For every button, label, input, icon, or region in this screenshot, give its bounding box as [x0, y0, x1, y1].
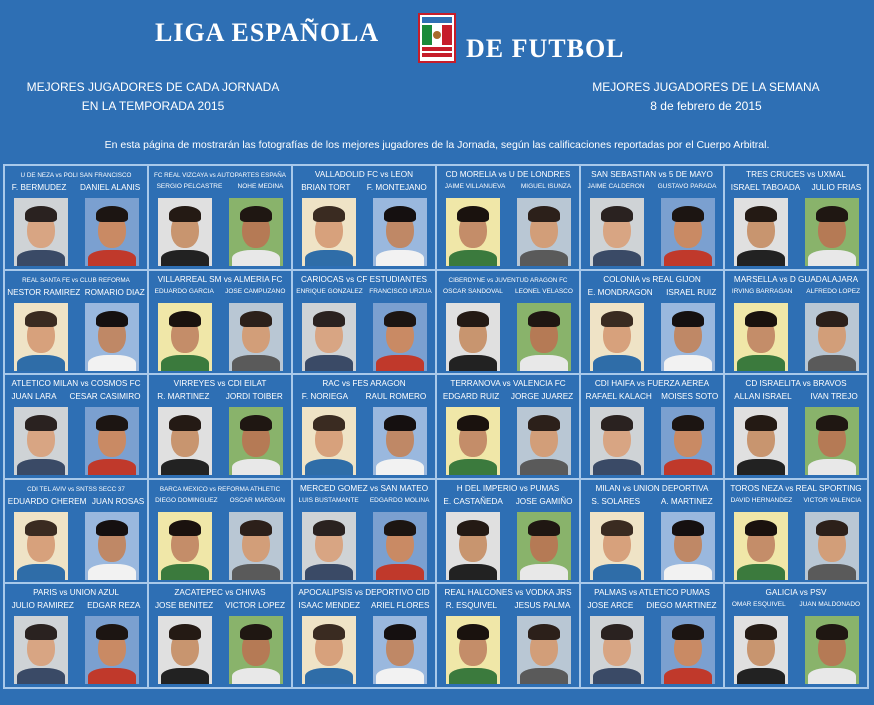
player-photo: [734, 407, 788, 475]
player-name: JULIO RAMIREZ: [11, 601, 74, 611]
player-name: E. MONDRAGON: [587, 287, 653, 297]
player-name: FRANCISCO URZUA: [369, 287, 432, 295]
player-photo: [446, 616, 500, 684]
player-name: JOSE BENITEZ: [154, 601, 214, 611]
player-photo: [373, 407, 427, 475]
player-photo: [590, 198, 644, 266]
player-photo: [661, 512, 715, 580]
match-cell: [724, 479, 868, 584]
player-photo: [85, 303, 139, 371]
match-title: BARCA MEXICO vs REFORMA ATHLETIC: [159, 485, 281, 493]
player-name: MOISES SOTO: [661, 392, 719, 402]
player-name: S. SOLARES: [591, 496, 641, 506]
intro-text: En esta página de mostrarán las fotografías de los mejores jugadores de la Jornada, según las calificaciones reportadas por el Cuerpo Arbitral.: [104, 139, 770, 151]
mexico-shield-icon: [418, 13, 456, 63]
match-cell: [292, 583, 436, 688]
player-photo: [158, 407, 212, 475]
player-name: VICTOR VALENCIA: [803, 496, 862, 504]
player-photo: [85, 616, 139, 684]
match-title: TOROS NEZA vs REAL SPORTING: [730, 483, 862, 493]
player-name: LUIS BUSTAMANTE: [298, 496, 359, 504]
player-photo: [85, 512, 139, 580]
player-name: A. MARTINEZ: [660, 496, 713, 506]
player-name: JORDI TOIBER: [225, 392, 283, 402]
player-name: JAIME VILLANUEVA: [444, 183, 506, 190]
player-name: JUAN ROSAS: [91, 496, 145, 506]
match-title: TERRANOVA vs VALENCIA FC: [450, 379, 566, 389]
weekly-section-heading: MEJORES JUGADORES DE CADA JORNADA: [26, 80, 280, 94]
player-photo: [517, 616, 571, 684]
match-cell: [436, 270, 580, 375]
match-cell: [148, 374, 292, 479]
player-photo: [734, 512, 788, 580]
player-name: OSCAR MARGAIN: [229, 496, 285, 504]
match-cell: [724, 583, 868, 688]
player-name: ISAAC MENDEZ: [298, 601, 360, 611]
match-cell: [4, 165, 148, 270]
player-name: DIEGO DOMINGUEZ: [155, 496, 218, 504]
player-photo: [302, 512, 356, 580]
player-name: EDUARDO GARCIA: [154, 287, 214, 295]
player-name: BRIAN TORT: [301, 183, 351, 192]
player-photo: [14, 512, 68, 580]
week-date: 8 de febrero de 2015: [650, 99, 762, 113]
player-name: DAVID HERNANDEZ: [730, 496, 793, 504]
match-cell: [436, 374, 580, 479]
page-header: [0, 0, 874, 151]
player-photo: [158, 512, 212, 580]
player-photo: [517, 512, 571, 580]
match-cell: [436, 479, 580, 584]
player-name: JESUS PALMA: [514, 601, 571, 611]
player-photo: [229, 616, 283, 684]
match-title: CIBERDYNE vs JUVENTUD ARAGON FC: [448, 276, 568, 284]
player-photo: [805, 198, 859, 266]
player-name: ENRIQUE GONZALEZ: [296, 287, 363, 295]
player-photo: [661, 198, 715, 266]
match-title: APOCALIPSIS vs DEPORTIVO CID: [298, 588, 430, 598]
match-cell: [4, 374, 148, 479]
player-name: OMAR ESQUIVEL: [731, 601, 786, 609]
match-title: ZACATEPEC vs CHIVAS: [174, 588, 266, 598]
match-cell: [292, 165, 436, 270]
player-photo: [14, 198, 68, 266]
player-name: IRVING BARRAGAN: [731, 287, 793, 295]
player-photo: [14, 303, 68, 371]
match-title: REAL SANTA FE vs CLUB REFORMA: [22, 276, 130, 284]
player-name: ALLAN ISRAEL: [734, 392, 792, 402]
player-name: OSCAR SANDOVAL: [443, 287, 503, 295]
player-photo: [734, 303, 788, 371]
player-name: F. MONTEJANO: [366, 183, 427, 192]
player-photo: [805, 512, 859, 580]
match-title: CDI TEL AVIV vs SNTSS SECC 37: [27, 485, 125, 493]
player-name: ROMARIO DIAZ: [84, 287, 145, 297]
match-cell: [148, 165, 292, 270]
player-name: JULIO FRIAS: [811, 183, 862, 192]
player-photo: [590, 616, 644, 684]
player-photo: [734, 198, 788, 266]
match-cell: [4, 583, 148, 688]
player-name: NESTOR RAMIREZ: [7, 287, 81, 297]
match-cell: [436, 583, 580, 688]
match-cell: [4, 479, 148, 584]
player-name: EDGAR REZA: [87, 601, 141, 611]
match-title: MARSELLA vs D GUADALAJARA: [733, 274, 859, 284]
match-cell: [724, 374, 868, 479]
player-photo: [229, 407, 283, 475]
player-name: ISRAEL TABOADA: [730, 183, 801, 192]
player-photo: [446, 198, 500, 266]
player-name: RAFAEL KALACH: [585, 392, 652, 402]
players-grid: [3, 164, 869, 689]
match-cell: [292, 270, 436, 375]
player-name: F. BERMUDEZ: [11, 183, 67, 192]
season-label: EN LA TEMPORADA 2015: [81, 99, 225, 113]
player-name: R. MARTINEZ: [157, 392, 210, 402]
match-title: CD ISRAELITA vs BRAVOS: [745, 379, 847, 389]
match-cell: [4, 270, 148, 375]
player-photo: [302, 198, 356, 266]
match-title: PARIS vs UNION AZUL: [33, 588, 119, 598]
player-name: EDGARD RUIZ: [442, 392, 500, 402]
site-title-left: LIGA ESPAÑOLA: [155, 18, 380, 47]
player-photo: [158, 616, 212, 684]
player-photo: [661, 303, 715, 371]
player-photo: [14, 407, 68, 475]
player-photo: [373, 616, 427, 684]
match-cell: [148, 270, 292, 375]
match-title: TRES CRUCES vs UXMAL: [746, 170, 846, 179]
player-name: SERGIO PELCASTRE: [156, 183, 223, 190]
player-name: VICTOR LOPEZ: [225, 601, 286, 611]
player-name: JOSE GAMIÑO: [515, 496, 573, 506]
player-photo: [158, 198, 212, 266]
player-photo: [373, 198, 427, 266]
player-photo: [661, 616, 715, 684]
match-title: H DEL IMPERIO vs PUMAS: [456, 483, 560, 493]
player-name: ARIEL FLORES: [371, 601, 430, 611]
player-name: ISRAEL RUIZ: [666, 287, 717, 297]
player-photo: [590, 407, 644, 475]
player-photo: [229, 198, 283, 266]
player-photo: [446, 512, 500, 580]
match-title: CDI HAIFA vs FUERZA AEREA: [594, 379, 710, 389]
match-title: PALMAS vs ATLETICO PUMAS: [594, 588, 710, 598]
player-photo: [158, 303, 212, 371]
player-photo: [229, 512, 283, 580]
player-photo: [302, 616, 356, 684]
player-photo: [85, 198, 139, 266]
player-name: JOSE CAMPUZANO: [225, 287, 286, 295]
player-photo: [590, 303, 644, 371]
match-title: VILLARREAL SM vs ALMERIA FC: [157, 274, 283, 284]
player-name: JORGE JUAREZ: [510, 392, 574, 402]
player-photo: [229, 303, 283, 371]
match-cell: [148, 479, 292, 584]
player-name: NOHE MEDINA: [237, 183, 284, 190]
player-photo: [302, 303, 356, 371]
player-photo: [85, 407, 139, 475]
week-heading: MEJORES JUGADORES DE LA SEMANA: [592, 80, 820, 94]
match-cell: [580, 583, 724, 688]
match-title: RAC vs FES ARAGON: [322, 379, 406, 389]
player-name: RAUL ROMERO: [365, 392, 427, 402]
match-title: SAN SEBASTIAN vs 5 DE MAYO: [591, 170, 713, 179]
player-photo: [373, 512, 427, 580]
player-name: DANIEL ALANIS: [79, 183, 141, 192]
player-name: JUAN MALDONADO: [799, 601, 861, 609]
player-name: R. ESQUIVEL: [445, 601, 498, 611]
match-title: GALICIA vs PSV: [765, 588, 827, 598]
player-photo: [517, 303, 571, 371]
player-photo: [302, 407, 356, 475]
match-cell: [580, 374, 724, 479]
match-cell: [724, 165, 868, 270]
player-photo: [734, 616, 788, 684]
player-name: DIEGO MARTINEZ: [646, 601, 717, 611]
player-name: MIGUEL ISUNZA: [520, 183, 572, 190]
match-title: FC REAL VIZCAYA vs AUTOPARTES ESPAÑA: [153, 172, 287, 179]
match-cell: [580, 270, 724, 375]
match-title: REAL HALCONES vs VODKA JRS: [444, 588, 572, 598]
player-photo: [661, 407, 715, 475]
player-name: GUSTAVO PARADA: [657, 183, 717, 190]
player-photo: [805, 407, 859, 475]
player-name: F. NORIEGA: [301, 392, 349, 402]
match-cell: [580, 165, 724, 270]
match-title: VALLADOLID FC vs LEON: [314, 170, 414, 179]
player-photo: [517, 198, 571, 266]
player-photo: [805, 303, 859, 371]
match-title: CD MORELIA vs U DE LONDRES: [445, 170, 571, 179]
player-name: E. CASTAÑEDA: [443, 496, 503, 506]
player-photo: [373, 303, 427, 371]
player-name: JAIME CALDERON: [587, 183, 645, 190]
site-title-right: DE FUTBOL: [466, 34, 625, 63]
match-title: COLONIA vs REAL GIJON: [603, 274, 701, 284]
player-name: EDUARDO CHEREM: [7, 496, 87, 506]
match-title: ATLETICO MILAN vs COSMOS FC: [11, 379, 141, 389]
player-name: ALFREDO LOPEZ: [806, 287, 861, 295]
match-title: U DE NEZA vs POLI SAN FRANCISCO: [20, 172, 132, 179]
match-cell: [580, 479, 724, 584]
player-name: EDGARDO MOLINA: [369, 496, 430, 504]
player-photo: [14, 616, 68, 684]
player-name: JUAN LARA: [11, 392, 57, 402]
match-cell: [436, 165, 580, 270]
match-cell: [148, 583, 292, 688]
match-title: CARIOCAS vs CF ESTUDIANTES: [300, 274, 427, 284]
player-name: JOSE ARCE: [587, 601, 634, 611]
match-cell: [292, 479, 436, 584]
player-photo: [446, 407, 500, 475]
match-cell: [724, 270, 868, 375]
player-photo: [517, 407, 571, 475]
player-name: CESAR CASIMIRO: [69, 392, 141, 402]
match-cell: [292, 374, 436, 479]
player-photo: [590, 512, 644, 580]
player-photo: [805, 616, 859, 684]
player-photo: [446, 303, 500, 371]
match-title: VIRREYES vs CDI EILAT: [173, 379, 267, 389]
match-title: MILAN vs UNION DEPORTIVA: [595, 483, 709, 493]
player-name: IVAN TREJO: [810, 392, 858, 402]
player-name: LEONEL VELASCO: [515, 287, 573, 295]
match-title: MERCED GOMEZ vs SAN MATEO: [299, 483, 429, 493]
